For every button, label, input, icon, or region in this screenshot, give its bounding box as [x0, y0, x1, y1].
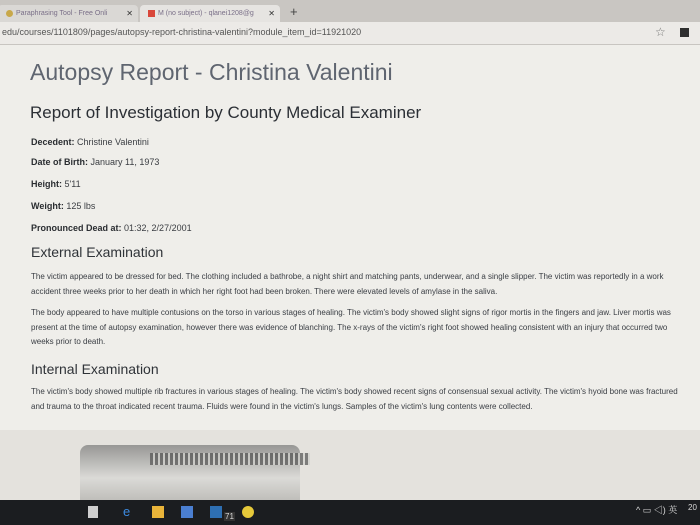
field-value: January 11, 1973 — [90, 157, 160, 167]
external-paragraph-2: The body appeared to have multiple contusions on the torso in various stages of healing. The victim's body showed slight signs of rigor mortis in the fingers and jaw. Liver mortis was present at the time of autopsy examination, however there was evidence of blanching. The x-rays of the victim's right foot showed healing consistent with an injury that occurred two weeks prior to death. — [31, 308, 671, 346]
tab-gmail[interactable] — [140, 5, 280, 22]
browser-tab-bar — [0, 0, 700, 22]
field-label: Weight: — [31, 201, 64, 211]
mail-icon[interactable] — [210, 506, 222, 518]
url-text[interactable]: edu/courses/1101809/pages/autopsy-report-christina-valentini?module_item_id=11921020 — [2, 27, 362, 37]
bookmark-star-icon[interactable]: ☆ — [655, 25, 666, 39]
close-tab-icon[interactable]: ✕ — [268, 9, 275, 18]
tab-paraphrasing-tool[interactable] — [0, 5, 138, 22]
field-pronounced-dead — [31, 223, 192, 233]
store-icon[interactable] — [181, 506, 193, 518]
field-value: Christine Valentini — [77, 137, 149, 147]
gmail-icon — [148, 10, 155, 17]
page-title: Autopsy Report - Christina Valentini — [30, 59, 393, 85]
field-label: Date of Birth: — [31, 157, 88, 167]
internal-paragraph-1: The victim's body showed multiple rib fractures in various stages of healing. The victim's body showed recent signs of consensual sexual activity. The victim's hyoid bone was fractured and trauma to the throat indicated recent trauma. Fluids were found in the victim's lungs. Samples of the victim's lung contents were collected. — [31, 387, 678, 411]
report-subtitle: Report of Investigation by County Medical Examiner — [30, 103, 422, 122]
external-paragraph-1: The victim appeared to be dressed for bed. The clothing included a bathrobe, a night shirt and matching pants, underwear, and a single slipper. The victim was reportedly in a work accident three weeks prior to her death in which her right foot had been broken. There were elevated levels of amylase in the saliva. — [31, 272, 664, 296]
file-explorer-icon[interactable] — [152, 506, 164, 518]
close-tab-icon[interactable]: ✕ — [126, 9, 133, 18]
internal-examination-heading: Internal Examination — [31, 361, 159, 377]
field-date-of-birth — [31, 157, 159, 167]
field-label: Height: — [31, 179, 62, 189]
notification-badge: 71 — [225, 512, 234, 521]
field-height — [31, 179, 81, 189]
windows-taskbar — [0, 500, 700, 525]
edge-browser-icon[interactable]: e — [123, 504, 131, 519]
task-view-icon[interactable] — [88, 506, 98, 518]
field-decedent — [31, 137, 149, 147]
field-value: 5'11 — [64, 179, 81, 189]
field-value: 125 lbs — [66, 201, 96, 211]
tab-label: M (no subject) - qlanei1208@g — [158, 10, 254, 17]
address-bar[interactable] — [0, 22, 700, 45]
field-label: Pronounced Dead at: — [31, 223, 122, 233]
tray-clock[interactable]: 20 — [688, 503, 697, 512]
extension-icon[interactable] — [680, 28, 689, 37]
external-examination-heading: External Examination — [31, 244, 164, 260]
chrome-icon[interactable] — [242, 506, 254, 518]
field-value: 01:32, 2/27/2001 — [124, 223, 192, 233]
tab-label: Paraphrasing Tool - Free Onli — [16, 10, 108, 17]
field-weight — [31, 201, 95, 211]
device-vent — [150, 453, 310, 465]
page-content — [0, 45, 700, 500]
new-tab-button[interactable]: + — [290, 4, 298, 19]
field-label: Decedent: — [31, 137, 75, 147]
tray-icons[interactable]: ^ ▭ ◁) 英 — [636, 505, 678, 515]
paraphrase-favicon-icon — [6, 10, 13, 17]
